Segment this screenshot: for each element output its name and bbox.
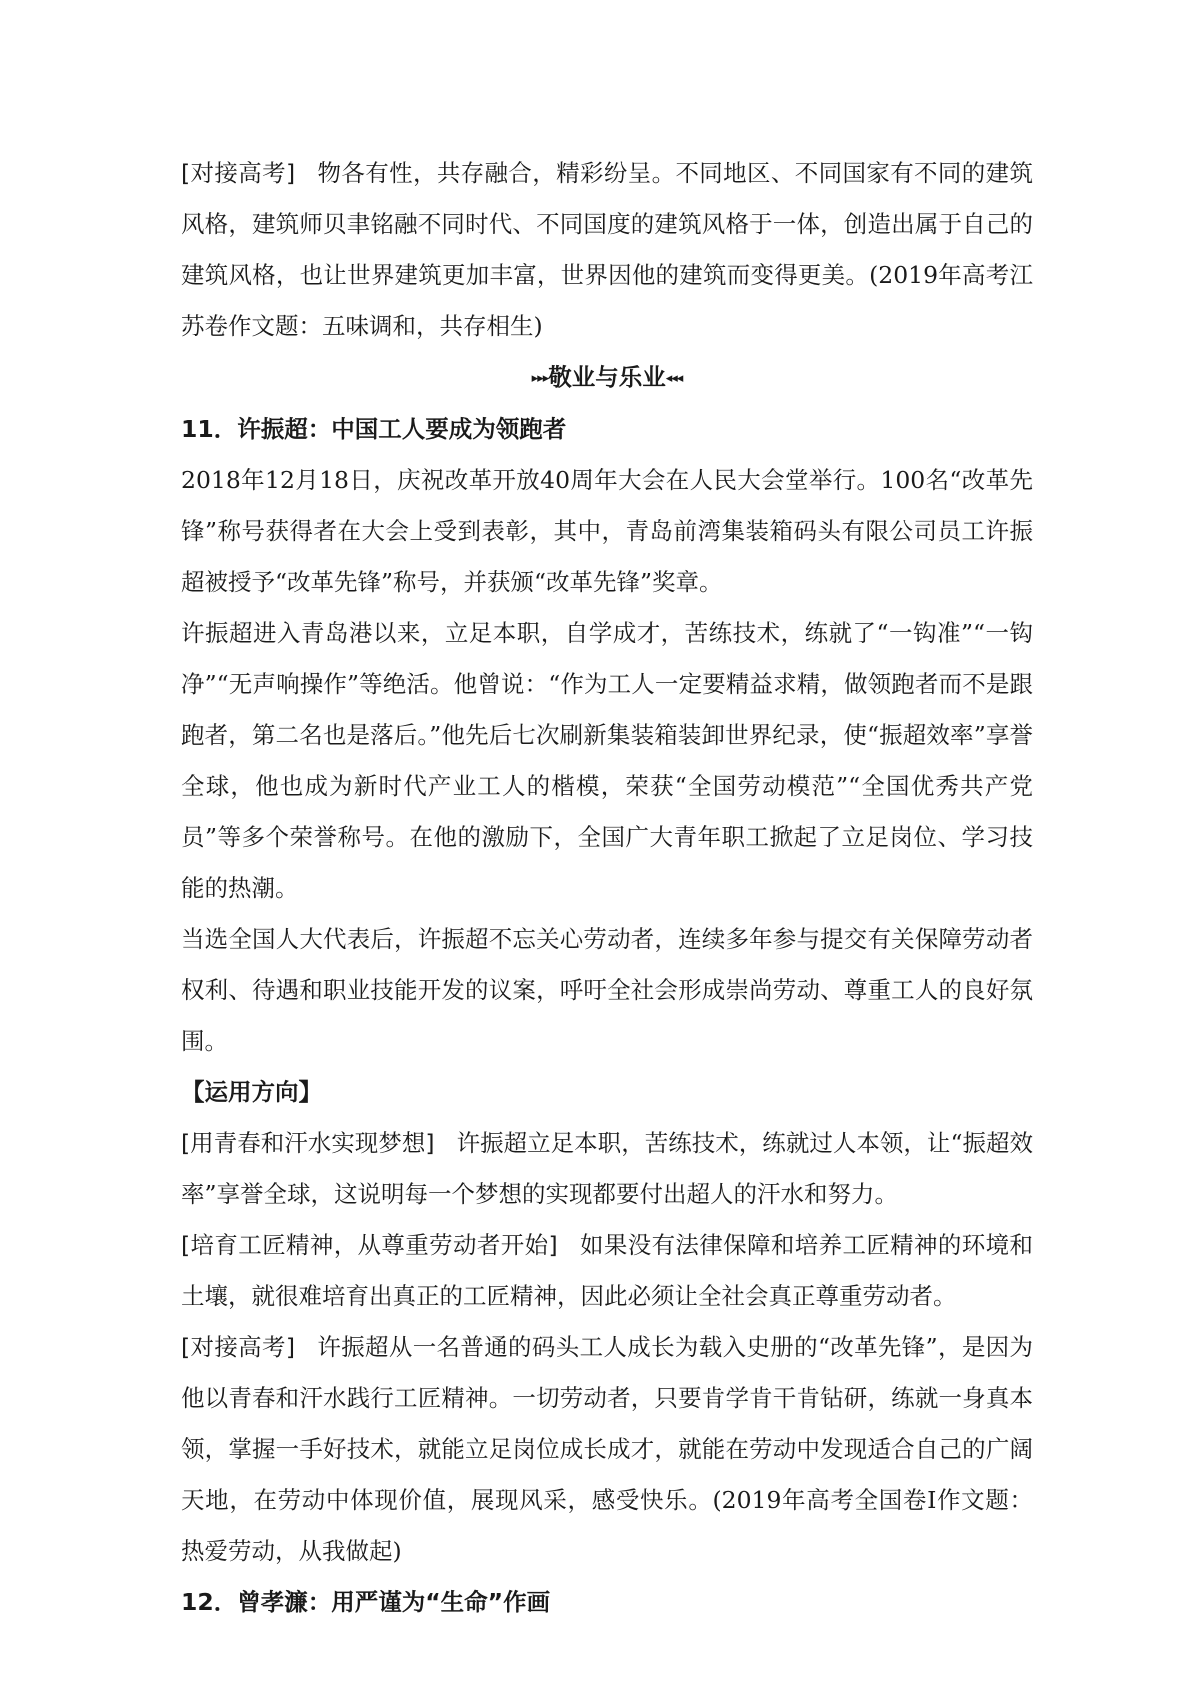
exam-link-paragraph bbox=[181, 148, 1033, 352]
exam-link-text: 物各有性，共存融合，精彩纷呈。不同地区、不同国家有不同的建筑风格，建筑师贝聿铭融不同时代、不同国度的建筑风格于一体，创造出属于自己的建筑风格，也让世界建筑更加丰富，世界因他的建筑而变得更美。(2019年高考江苏卷作文题：五味调和，共存相生) bbox=[181, 159, 1034, 340]
item-11-paragraph-1: 2018年12月18日，庆祝改革开放40周年大会在人民大会堂举行。100名“改革先锋”称号获得者在大会上受到表彰，其中，青岛前湾集装箱码头有限公司员工许振超被授予“改革先锋”称号，并获颁“改革先锋”奖章。 bbox=[181, 466, 1033, 596]
exam-link-tag: [对接高考] bbox=[181, 159, 296, 187]
usage-text-dream: 许振超立足本职，苦练技术，练就过人本领，让“振超效率”享誉全球，这说明每一个梦想的实现都要付出超人的汗水和努力。 bbox=[181, 1129, 1034, 1208]
usage-text-craftsmanship: 如果没有法律保障和培养工匠精神的环境和土壤，就很难培育出真正的工匠精神，因此必须让全社会真正尊重劳动者。 bbox=[181, 1231, 1033, 1310]
usage-paragraph-dream bbox=[181, 1118, 1033, 1220]
item-11-paragraph-2: 许振超进入青岛港以来，立足本职，自学成才，苦练技术，练就了“一钩准”“一钩净”“无声响操作”等绝活。他曾说：“作为工人一定要精益求精，做领跑者而不是跟跑者，第二名也是落后。”他先后七次刷新集装箱装卸世界纪录，使“振超效率”享誉全球，他也成为新时代产业工人的楷模，荣获“全国劳动模范”“全国优秀共产党员”等多个荣誉称号。在他的激励下，全国广大青年职工掀起了立足岗位、学习技能的热潮。 bbox=[181, 619, 1033, 902]
item-11-paragraph-3: 当选全国人大代表后，许振超不忘关心劳动者，连续多年参与提交有关保障劳动者权利、待遇和职业技能开发的议案，呼吁全社会形成崇尚劳动、尊重工人的良好氛围。 bbox=[181, 925, 1033, 1055]
item-12-heading: 12．曾孝濂：用严谨为“生命”作画 bbox=[181, 1588, 551, 1616]
arrows-left-icon: ▸▸▸ bbox=[531, 371, 549, 386]
item-11-heading: 11．许振超：中国工人要成为领跑者 bbox=[181, 415, 567, 443]
usage-heading: 【运用方向】 bbox=[181, 1078, 322, 1106]
section-title bbox=[181, 352, 1033, 404]
usage-tag-craftsmanship: [培育工匠精神，从尊重劳动者开始] bbox=[181, 1231, 558, 1259]
usage-text-exam-link: 许振超从一名普通的码头工人成长为载入史册的“改革先锋”，是因为他以青春和汗水践行工匠精神。一切劳动者，只要肯学肯干肯钻研，练就一身真本领，掌握一手好技术，就能立足岗位成长成才，就能在劳动中发现适合自己的广阔天地，在劳动中体现价值，展现风采，感受快乐。(2019年高考全国卷I作文题：热爱劳动，从我做起) bbox=[181, 1333, 1033, 1565]
usage-tag-exam-link: [对接高考] bbox=[181, 1333, 296, 1361]
document-page bbox=[181, 148, 1033, 1628]
arrows-right-icon: ◂◂◂ bbox=[665, 371, 683, 386]
section-title-text: 敬业与乐业 bbox=[548, 363, 666, 391]
usage-paragraph-craftsmanship bbox=[181, 1220, 1033, 1322]
usage-tag-dream: [用青春和汗水实现梦想] bbox=[181, 1129, 435, 1157]
usage-paragraph-exam-link bbox=[181, 1322, 1033, 1577]
